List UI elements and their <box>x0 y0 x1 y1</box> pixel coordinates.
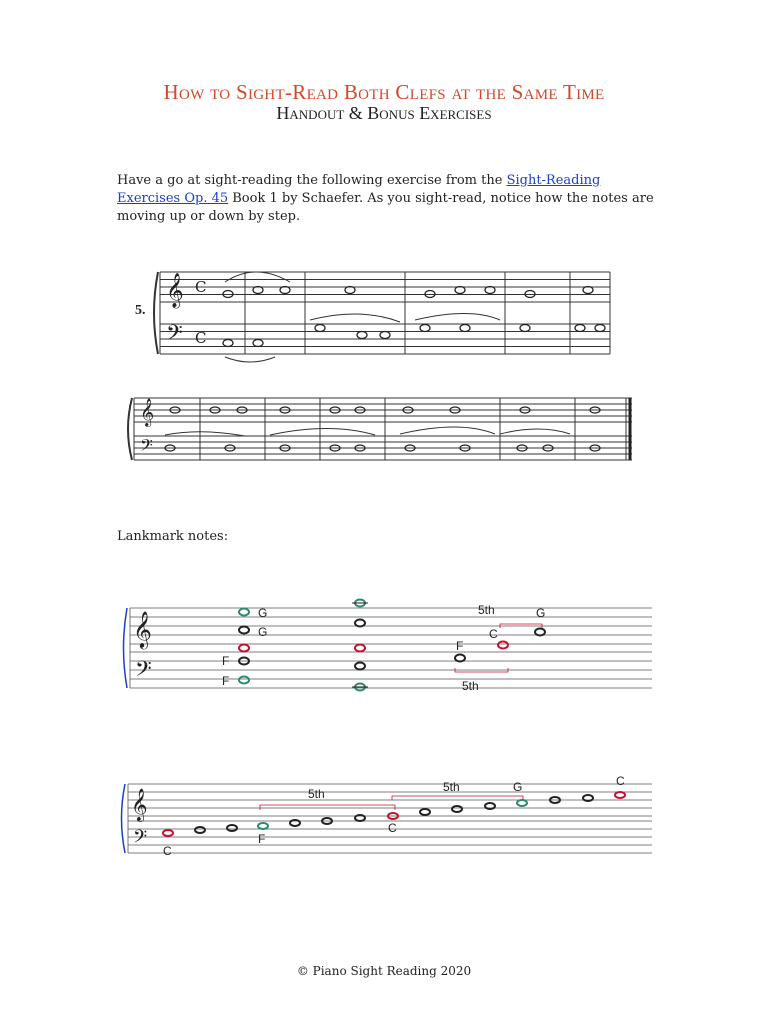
exercise-number: 5. <box>135 303 146 318</box>
sight-reading-exercises-link[interactable]: Sight-Reading Exercises Op. 45 <box>117 173 601 206</box>
landmark-label-g-upper: G <box>258 606 268 620</box>
svg-text:𝄢: 𝄢 <box>133 827 148 852</box>
exercise-score-system-2 <box>0 390 768 470</box>
landmark-label-g-right: G <box>536 606 546 620</box>
landmark-label-5th-upper: 5th <box>478 603 495 617</box>
landmark-label-f-lower: F <box>222 674 230 688</box>
svg-text:𝄢: 𝄢 <box>135 657 152 687</box>
svg-text:C: C <box>195 278 207 296</box>
svg-text:𝄞: 𝄞 <box>131 788 148 821</box>
landmark-label-f-middle: F <box>222 654 230 668</box>
intro-text-after: Book 1 by Schaefer. As you sight-read, notice how the notes are moving up or down by step. <box>117 191 654 224</box>
landmark2-label-g: G <box>513 780 523 794</box>
landmark2-label-c-low: C <box>163 844 172 858</box>
landmark-label-f-right: F <box>456 639 464 653</box>
landmark2-label-c-top: C <box>616 774 625 788</box>
svg-text:C: C <box>195 329 207 347</box>
landmark-label-5th-lower: 5th <box>462 679 479 693</box>
intro-paragraph <box>117 172 657 226</box>
landmark-staff-2 <box>0 770 768 870</box>
landmark2-label-f: F <box>258 832 266 846</box>
page-subtitle: Handout & Bonus Exercises <box>276 103 492 123</box>
landmark2-label-c-middle: C <box>388 821 397 835</box>
intro-text-before: Have a go at sight-reading the following exercise from the <box>117 173 507 188</box>
svg-text:𝄢: 𝄢 <box>140 435 153 459</box>
svg-text:𝄢: 𝄢 <box>166 321 183 351</box>
landmark2-label-5th-right: 5th <box>443 780 460 794</box>
exercise-score-system-1 <box>0 262 768 372</box>
landmark-label-c-right: C <box>489 627 498 641</box>
landmark-staff-1 <box>0 590 768 700</box>
landmark-label-g-middle: G <box>258 625 268 639</box>
landmark-heading: Lankmark notes: <box>117 529 229 544</box>
landmark2-label-5th-left: 5th <box>308 787 325 801</box>
svg-text:𝄞: 𝄞 <box>166 273 184 308</box>
footer-copyright: © Piano Sight Reading 2020 <box>296 964 472 978</box>
svg-text:𝄞: 𝄞 <box>140 398 155 426</box>
page-title: How to Sight-Read Both Clefs at the Same Time <box>163 80 605 104</box>
svg-text:𝄞: 𝄞 <box>133 610 152 648</box>
